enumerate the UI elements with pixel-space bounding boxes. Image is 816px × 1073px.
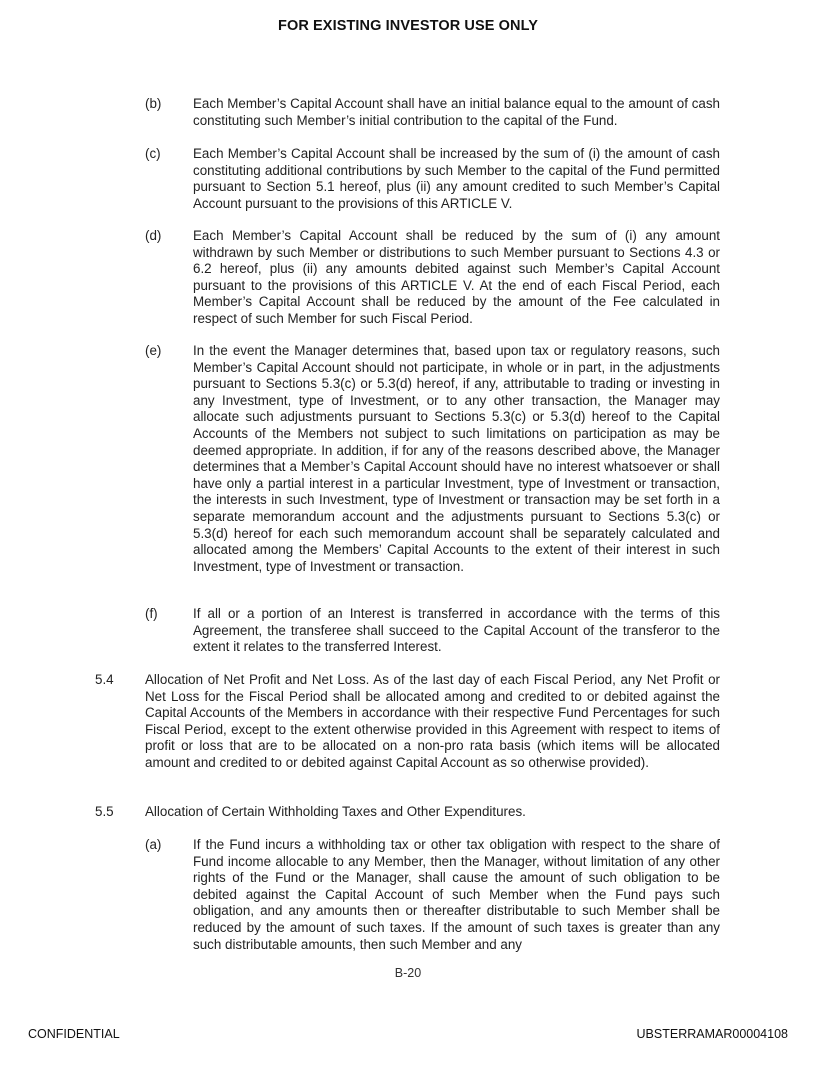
paragraph-label-d: (d): [145, 228, 162, 243]
paragraph-text-d: Each Member’s Capital Account shall be reduced by the sum of (i) any amount withdrawn by such Member or distributions to such Member pursuant to Sections 4.3 or 6.2 hereof, plus (ii) any amounts debited against such Member’s Capital Account pursuant to the provisions of this ARTICLE V. At the end of each Fiscal Period, each Member’s Capital Account shall be reduced by the amount of the Fee calculated in respect of such Member for such Fiscal Period.: [193, 228, 720, 326]
section-text-5-4: Allocation of Net Profit and Net Loss. As of the last day of each Fiscal Period, any Net Profit or Net Loss for the Fiscal Period shall be allocated among and credited to or debited against the Capital Accounts of the Members in accordance with their respective Fund Percentages for such Fiscal Period, except to the extent otherwise provided in this Agreement with respect to items of profit or loss that are to be allocated on a non-pro rata basis (which items will be allocated amount and credited to or debited against Capital Account as so otherwise provided).: [145, 672, 720, 770]
paragraph-text-b: Each Member’s Capital Account shall have an initial balance equal to the amount of cash constituting such Member’s initial contribution to the capital of the Fund.: [193, 96, 720, 128]
paragraph-text-f: If all or a portion of an Interest is transferred in accordance with the terms of this Agreement, the transferee shall succeed to the Capital Account of the transferor to the extent it relates to the transferred Interest.: [193, 606, 720, 655]
paragraph-text-a: If the Fund incurs a withholding tax or other tax obligation with respect to the share of Fund income allocable to any Member, then the Manager, without limitation of any other rights of the Fund or the Manager, shall cause the amount of such obligation to be debited against the Capital Account of such Member when the Fund pays such obligation, and any amounts then or thereafter distributable to such Member shall be reduced by the amount of such taxes. If the amount of such taxes is greater than any such distributable amounts, then such Member and any: [193, 837, 720, 952]
section-label-5-5: 5.5: [95, 804, 114, 819]
paragraph-label-a: (a): [145, 837, 162, 852]
section-label-5-4: 5.4: [95, 672, 114, 687]
footer-bates-number: UBSTERRAMAR00004108: [636, 1027, 788, 1041]
paragraph-text-c: Each Member’s Capital Account shall be increased by the sum of (i) the amount of cash constituting additional contributions by such Member to the capital of the Fund permitted pursuant to Section 5.1 hereof, plus (ii) any amount credited to such Member’s Capital Account pursuant to the provisions of this ARTICLE V.: [193, 146, 720, 211]
paragraph-label-e: (e): [145, 343, 162, 358]
paragraph-label-f: (f): [145, 606, 158, 621]
page-header: FOR EXISTING INVESTOR USE ONLY: [277, 18, 539, 34]
page-number: B-20: [394, 966, 422, 980]
paragraph-label-b: (b): [145, 96, 162, 111]
paragraph-text-e: In the event the Manager determines that, based upon tax or regulatory reasons, such Member’s Capital Account should not participate, in whole or in part, in the adjustments pursuant to Sections 5.3(c) or 5.3(d) hereof, if any, attributable to trading or investing in any Investment, type of Investment, or to any other transaction, the Manager may allocate such adjustments pursuant to Sections 5.3(c) or 5.3(d) hereof to the Capital Accounts of the Members not subject to such limitations on participation as may be deemed appropriate. In addition, if for any of the reasons described above, the Manager determines that a Member’s Capital Account should have no interest whatsoever or shall have only a partial interest in a particular Investment, type of Investment or transaction, the interests in such Investment, type of Investment or transaction may be set forth in a separate memorandum account and the adjustments pursuant to Sections 5.3(c) or 5.3(d) hereof for each such memorandum account shall be separately calculated and allocated among the Members’ Capital Accounts to the extent of their interest in such Investment, type of Investment or transaction.: [193, 343, 720, 574]
section-text-5-5: Allocation of Certain Withholding Taxes and Other Expenditures.: [145, 804, 526, 819]
paragraph-label-c: (c): [145, 146, 161, 161]
footer-confidential: CONFIDENTIAL: [28, 1027, 120, 1041]
